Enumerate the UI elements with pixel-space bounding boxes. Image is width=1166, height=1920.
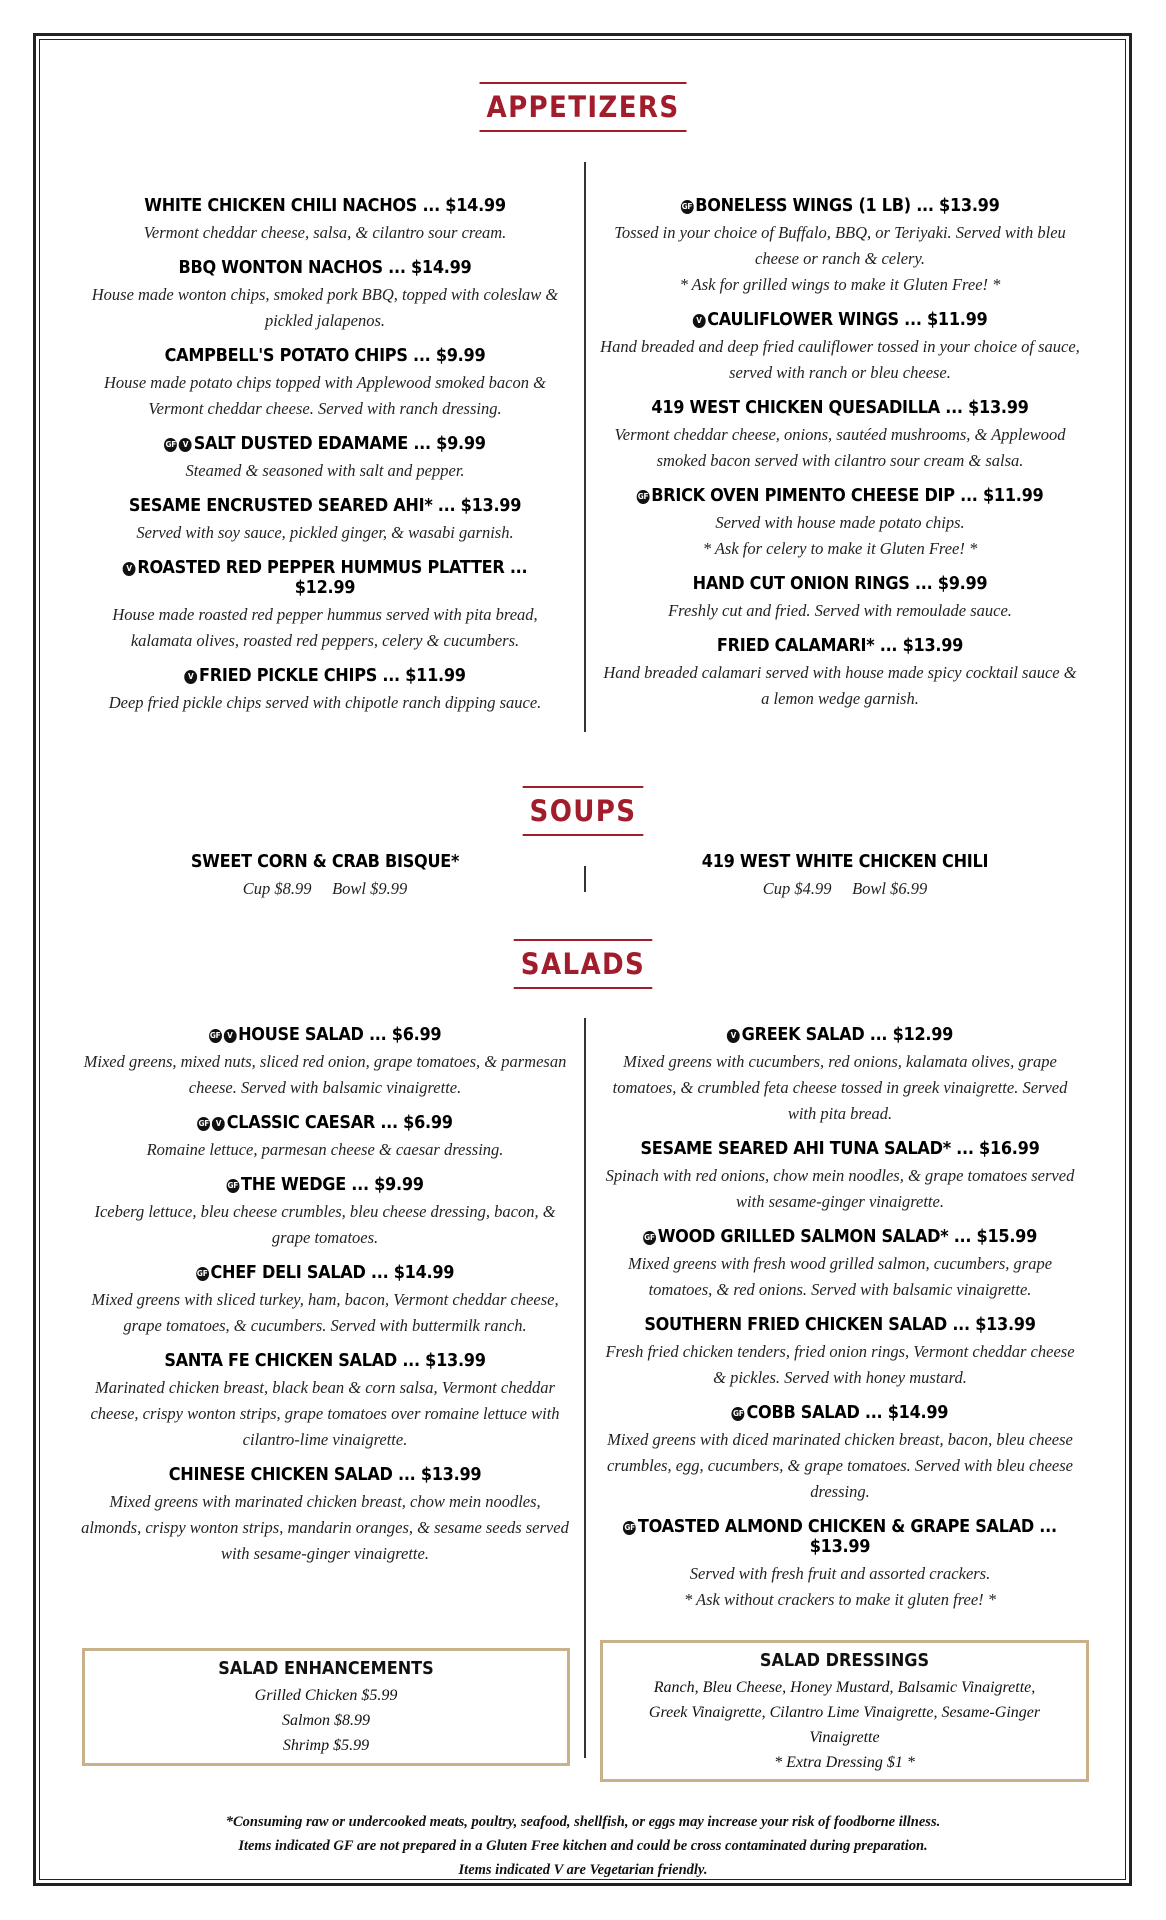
menu-item-title: THE WEDGE ... $9.99 — [241, 1175, 424, 1195]
soup-right — [660, 852, 1030, 914]
menu-item-name — [109, 496, 541, 516]
menu-item-name — [619, 1315, 1061, 1335]
menu-item-note: * Ask for grilled wings to make it Gluten Free! * — [679, 275, 1001, 294]
menu-item-description: Tossed in your choice of Buffalo, BBQ, or Teriyaki. Served with bleu cheese or ranch & celery. — [614, 223, 1066, 268]
appetizers-right-column — [600, 196, 1080, 724]
menu-item-title: CHEF DELI SALAD ... $14.99 — [210, 1263, 455, 1283]
menu-item-description: Mixed greens with fresh wood grilled salmon, cucumbers, grape tomatoes, & red onions. Served with balsamic vinaigrette. — [627, 1254, 1053, 1299]
enhancement-line: Grilled Chicken $5.99 — [254, 1687, 398, 1704]
soups-heading — [58, 786, 1107, 836]
menu-item-name — [109, 434, 541, 454]
menu-item — [90, 434, 560, 484]
menu-item-name — [619, 574, 1061, 594]
appetizers-heading-text: APPETIZERS — [479, 82, 686, 132]
menu-item-name — [619, 636, 1061, 656]
menu-item-description: Deep fried pickle chips served with chipotle ranch dipping sauce. — [108, 693, 542, 712]
menu-item-description: Served with soy sauce, pickled ginger, & wasabi garnish. — [136, 523, 514, 542]
menu-item-description: Iceberg lettuce, bleu cheese crumbles, bleu cheese dressing, bacon, & grape tomatoes. — [94, 1202, 556, 1247]
salad-enhancements-title: SALAD ENHANCEMENTS — [218, 1659, 434, 1679]
gluten-free-badge-icon: GF — [226, 1179, 239, 1193]
gluten-free-badge-icon: GF — [209, 1029, 222, 1043]
soup-prices: Cup $4.99 Bowl $6.99 — [762, 879, 928, 898]
menu-item-name — [109, 258, 541, 278]
menu-item — [80, 1263, 570, 1339]
menu-item — [90, 346, 560, 422]
menu-item-description: Mixed greens with marinated chicken breast, chow mein noodles, almonds, crispy wonton strips, mandarin oranges, & sesame seeds served with sesame-ginger vinaigrette. — [81, 1492, 569, 1563]
menu-item-description: House made wonton chips, smoked pork BBQ, topped with coleslaw & pickled jalapenos. — [91, 285, 559, 330]
menu-item — [80, 1175, 570, 1251]
appetizers-heading — [58, 82, 1107, 132]
menu-item-description: Hand breaded and deep fried cauliflower tossed in your choice of sauce, served with ranch or bleu cheese. — [600, 337, 1080, 382]
menu-item-name — [619, 1139, 1061, 1159]
menu-item-title: ROASTED RED PEPPER HUMMUS PLATTER ... $12.99 — [137, 558, 528, 598]
menu-item-title: COBB SALAD ... $14.99 — [746, 1403, 949, 1423]
menu-item-title: FRIED PICKLE CHIPS ... $11.99 — [199, 666, 466, 686]
menu-item-title: TOASTED ALMOND CHICKEN & GRAPE SALAD ... $13.99 — [637, 1517, 1057, 1557]
menu-item — [600, 310, 1080, 386]
soups-divider — [584, 866, 586, 892]
vegetarian-badge-icon: V — [223, 1029, 236, 1043]
salad-enhancements-box — [82, 1648, 570, 1766]
menu-item — [600, 398, 1080, 474]
menu-item — [600, 1227, 1080, 1303]
menu-item-description: Steamed & seasoned with salt and pepper. — [185, 461, 465, 480]
menu-item — [80, 1025, 570, 1101]
soups-heading-text: SOUPS — [522, 786, 643, 836]
menu-item — [600, 1139, 1080, 1215]
menu-item-name — [619, 486, 1061, 506]
menu-item-title: GREEK SALAD ... $12.99 — [741, 1025, 954, 1045]
gluten-free-badge-icon: GF — [196, 1267, 209, 1281]
menu-item-description: Mixed greens with diced marinated chicken breast, bacon, bleu cheese crumbles, egg, cucumbers, & grape tomatoes. Served with bleu cheese dressing. — [606, 1430, 1073, 1501]
footer-line: Items indicated V are Vegetarian friendly. — [458, 1862, 708, 1878]
menu-item-title: CAMPBELL'S POTATO CHIPS ... $9.99 — [164, 346, 486, 366]
menu-item — [600, 636, 1080, 712]
menu-item-name — [100, 1263, 551, 1283]
menu-item — [90, 196, 560, 246]
menu-item — [600, 1403, 1080, 1505]
menu-item — [90, 558, 560, 654]
menu-item-note: * Ask for celery to make it Gluten Free! * — [702, 539, 978, 558]
footer-line: Items indicated GF are not prepared in a Gluten Free kitchen and could be cross contaminated during preparation. — [238, 1838, 928, 1854]
menu-item-name — [100, 1465, 551, 1485]
vegetarian-badge-icon: V — [727, 1029, 740, 1043]
dressing-line: * Extra Dressing $1 * — [774, 1754, 915, 1771]
soup-name: SWEET CORN & CRAB BISQUE* — [190, 852, 460, 872]
menu-item-title: SESAME SEARED AHI TUNA SALAD* ... $16.99 — [640, 1139, 1040, 1159]
menu-item — [80, 1465, 570, 1567]
menu-item-name — [100, 1351, 551, 1371]
menu-item-title: 419 WEST CHICKEN QUESADILLA ... $13.99 — [651, 398, 1029, 418]
menu-item-description: Hand breaded calamari served with house made spicy cocktail sauce & a lemon wedge garnish. — [603, 663, 1077, 708]
gluten-free-badge-icon: GF — [732, 1407, 745, 1421]
menu-item-description: Served with house made potato chips. — [715, 513, 965, 532]
vegetarian-badge-icon: V — [212, 1117, 225, 1131]
menu-item — [600, 486, 1080, 562]
footer-line: *Consuming raw or undercooked meats, poultry, seafood, shellfish, or eggs may increase your risk of foodborne illness. — [225, 1814, 941, 1830]
menu-item — [600, 574, 1080, 624]
footer-disclaimer — [150, 1810, 1016, 1882]
gluten-free-badge-icon: GF — [643, 1231, 656, 1245]
menu-item-title: SALT DUSTED EDAMAME ... $9.99 — [193, 434, 486, 454]
menu-item-name — [619, 1403, 1061, 1423]
menu-item-name — [100, 1113, 551, 1133]
gluten-free-badge-icon: GF — [680, 200, 693, 214]
soup-name: 419 WEST WHITE CHICKEN CHILI — [701, 852, 989, 872]
menu-item-name — [619, 196, 1061, 216]
menu-item — [80, 1113, 570, 1163]
soup-prices: Cup $8.99 Bowl $9.99 — [242, 879, 408, 898]
menu-item-note: * Ask without crackers to make it gluten free! * — [683, 1590, 997, 1609]
menu-item — [90, 666, 560, 716]
salads-heading-text: SALADS — [514, 939, 653, 989]
menu-item — [600, 1315, 1080, 1391]
enhancement-line: Salmon $8.99 — [282, 1712, 370, 1729]
menu-item — [80, 1351, 570, 1453]
menu-item-title: CLASSIC CAESAR ... $6.99 — [226, 1113, 453, 1133]
menu-item-description: Marinated chicken breast, black bean & corn salsa, Vermont cheddar cheese, crispy wonton strips, grape tomatoes over romaine lettuce with cilantro-lime vinaigrette. — [90, 1378, 560, 1449]
menu-item — [600, 1025, 1080, 1127]
menu-item-title: SANTA FE CHICKEN SALAD ... $13.99 — [164, 1351, 486, 1371]
menu-item-title: BBQ WONTON NACHOS ... $14.99 — [178, 258, 472, 278]
menu-item-name — [109, 346, 541, 366]
menu-item-title: BRICK OVEN PIMENTO CHEESE DIP ... $11.99 — [651, 486, 1044, 506]
menu-item-title: CHINESE CHICKEN SALAD ... $13.99 — [168, 1465, 482, 1485]
menu-item-description: Spinach with red onions, chow mein noodles, & grape tomatoes served with sesame-ginger vinaigrette. — [605, 1166, 1075, 1211]
menu-item-name — [109, 196, 541, 216]
menu-item-description: Mixed greens, mixed nuts, sliced red onion, grape tomatoes, & parmesan cheese. Served with balsamic vinaigrette. — [83, 1052, 567, 1097]
enhancement-line: Shrimp $5.99 — [282, 1737, 370, 1754]
menu-item-name — [109, 558, 541, 598]
menu-item-name — [100, 1175, 551, 1195]
vegetarian-badge-icon: V — [693, 314, 706, 328]
menu-item — [90, 258, 560, 334]
salad-dressings-title: SALAD DRESSINGS — [759, 1651, 930, 1671]
salad-dressings-box — [600, 1640, 1089, 1782]
menu-item-title: HAND CUT ONION RINGS ... $9.99 — [692, 574, 988, 594]
dressing-line: Vinaigrette — [809, 1729, 880, 1746]
menu-item-title: WOOD GRILLED SALMON SALAD* ... $15.99 — [657, 1227, 1038, 1247]
gluten-free-badge-icon: GF — [637, 490, 650, 504]
menu-item-name — [100, 1025, 551, 1045]
menu-item-title: BONELESS WINGS (1 LB) ... $13.99 — [695, 196, 1000, 216]
menu-item-description: House made potato chips topped with Applewood smoked bacon & Vermont cheddar cheese. Served with ranch dressing. — [104, 373, 546, 418]
menu-item-name — [619, 1227, 1061, 1247]
menu-item-title: SESAME ENCRUSTED SEARED AHI* ... $13.99 — [128, 496, 522, 516]
menu-item-description: Mixed greens with sliced turkey, ham, bacon, Vermont cheddar cheese, grape tomatoes, & cucumbers. Served with buttermilk ranch. — [91, 1290, 559, 1335]
menu-item-description: Vermont cheddar cheese, salsa, & cilantro sour cream. — [143, 223, 507, 242]
menu-item-name — [109, 666, 541, 686]
menu-item-name — [619, 310, 1061, 330]
appetizers-divider — [584, 162, 586, 732]
menu-item-description: House made roasted red pepper hummus served with pita bread, kalamata olives, roasted red peppers, celery & cucumbers. — [112, 605, 538, 650]
salads-divider — [584, 1018, 586, 1758]
menu-item-description: Vermont cheddar cheese, onions, sautéed mushrooms, & Applewood smoked bacon served with cilantro sour cream & salsa. — [614, 425, 1066, 470]
salads-left-column — [80, 1025, 570, 1579]
menu-item-name — [619, 398, 1061, 418]
dressing-line: Ranch, Bleu Cheese, Honey Mustard, Balsamic Vinaigrette, — [653, 1679, 1036, 1696]
menu-item — [90, 496, 560, 546]
menu-item-title: FRIED CALAMARI* ... $13.99 — [716, 636, 964, 656]
menu-item-description: Freshly cut and fried. Served with remoulade sauce. — [668, 601, 1012, 620]
dressing-line: Greek Vinaigrette, Cilantro Lime Vinaigrette, Sesame-Ginger — [648, 1704, 1041, 1721]
menu-item-description: Fresh fried chicken tenders, fried onion rings, Vermont cheddar cheese & pickles. Served with honey mustard. — [605, 1342, 1075, 1387]
menu-item-title: SOUTHERN FRIED CHICKEN SALAD ... $13.99 — [644, 1315, 1036, 1335]
menu-item — [600, 196, 1080, 298]
menu-item-description: Romaine lettuce, parmesan cheese & caesar dressing. — [146, 1140, 504, 1159]
gluten-free-badge-icon: GF — [164, 438, 177, 452]
salads-heading — [58, 939, 1107, 989]
menu-item-description: Served with fresh fruit and assorted crackers. — [689, 1564, 991, 1583]
vegetarian-badge-icon: V — [123, 562, 136, 576]
gluten-free-badge-icon: GF — [197, 1117, 210, 1131]
menu-item-title: CAULIFLOWER WINGS ... $11.99 — [707, 310, 988, 330]
menu-item — [600, 1517, 1080, 1613]
menu-item-title: WHITE CHICKEN CHILI NACHOS ... $14.99 — [144, 196, 506, 216]
soup-left — [140, 852, 510, 914]
vegetarian-badge-icon: V — [179, 438, 192, 452]
menu-item-title: HOUSE SALAD ... $6.99 — [238, 1025, 442, 1045]
vegetarian-badge-icon: V — [184, 670, 197, 684]
gluten-free-badge-icon: GF — [623, 1521, 636, 1535]
menu-item-name — [619, 1025, 1061, 1045]
menu-item-description: Mixed greens with cucumbers, red onions, kalamata olives, grape tomatoes, & crumbled feta cheese tossed in greek vinaigrette. Served with pita bread. — [612, 1052, 1068, 1123]
appetizers-left-column — [90, 196, 560, 728]
salads-right-column — [600, 1025, 1080, 1625]
menu-item-name — [619, 1517, 1061, 1557]
